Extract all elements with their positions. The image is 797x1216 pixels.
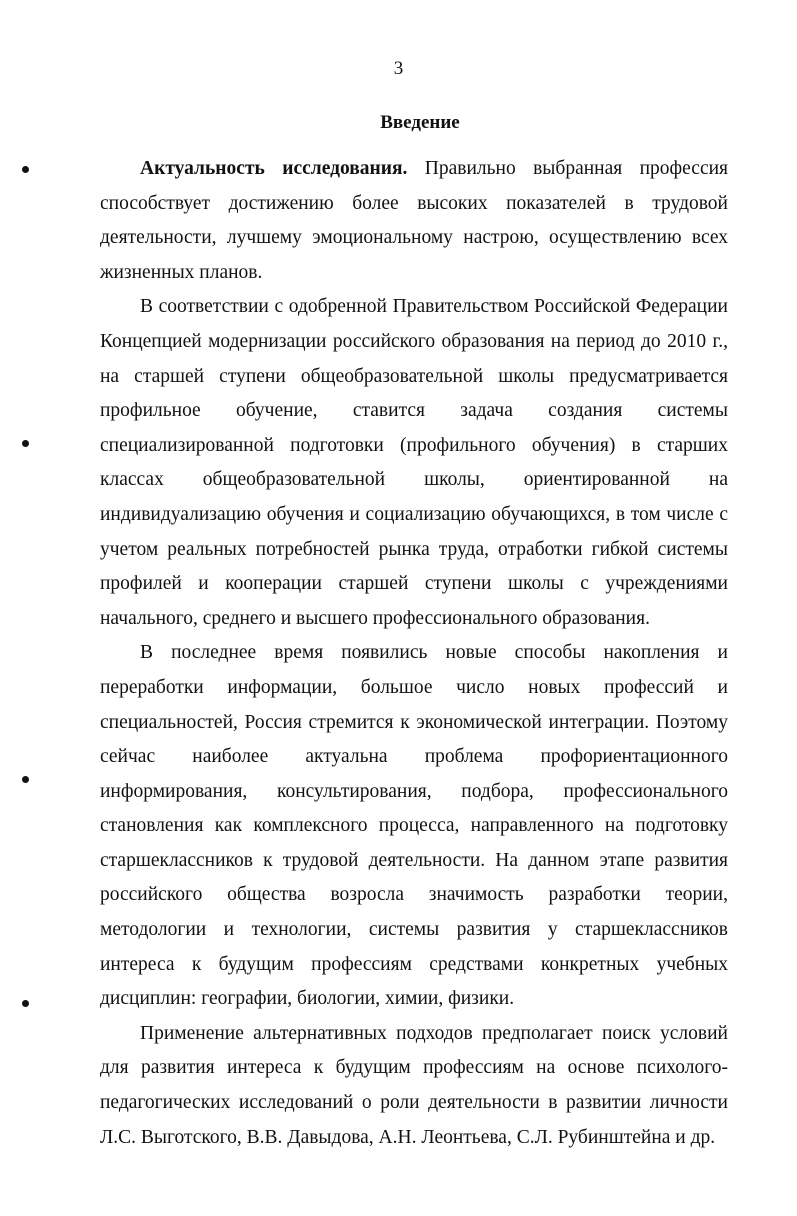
paragraph-lead: Актуальность исследования. <box>140 158 408 179</box>
binding-hole-mark <box>22 440 29 447</box>
paragraph-text: Правильно выбранная профессия способствует достижению более высоких показателей в трудовой деятельности, лучшему эмоциональному настрою, осуществлению всех жизненных планов. <box>100 158 729 283</box>
binding-hole-mark <box>22 776 29 783</box>
paragraph-text: В последнее время появились новые способы накопления и переработки информации, большое число новых профессий и специальностей, Россия стремится к экономической интеграции. Поэтому сейчас наиболее актуальна проблема профориентационного информирования, консультирования, подбора, профессионального становления как комплексного процесса, направленного на подготовку старшеклассников к трудовой деятельности. На данном этапе развития российского общества возросла значимость разработки теории, методологии и технологии, системы развития у старшеклассников интереса к будущим профессиям средствами конкретных учебных дисциплин: географии, биологии, химии, физики. <box>100 642 728 1010</box>
paragraph-text: Применение альтернативных подходов предполагает поиск условий для развития интереса к будущим профессиям на основе психолого-педагогических исследований о роли деятельности в развитии личности Л.С. Выготского, В.В. Давыдова, А.Н. Леонтьева, С.Л. Рубинштейна и др. <box>100 1022 728 1148</box>
paragraph-concept <box>100 290 728 636</box>
page-number: 3 <box>393 58 404 79</box>
section-heading: Введение <box>380 112 460 133</box>
paragraph-approaches <box>100 1017 728 1155</box>
paragraph-relevance <box>100 152 728 290</box>
binding-hole-mark <box>22 166 29 173</box>
paragraph-text: В соответствии с одобренной Правительством Российской Федерации Концепцией модернизации российского образования на период до 2010 г., на старшей ступени общеобразовательной школы предусматривается профильное обучение, ставится задача создания системы специализированной подготовки (профильного обучения) в старших классах общеобразовательной школы, ориентированной на индивидуализацию обучения и социализацию обучающихся, в том числе с учетом реальных потребностей рынка труда, отработки гибкой системы профилей и кооперации старшей ступени школы с учреждениями начального, среднего и высшего профессионального образования. <box>100 296 728 629</box>
body-text <box>100 152 728 1155</box>
binding-hole-mark <box>22 1000 29 1007</box>
paragraph-recent-changes <box>100 636 728 1017</box>
